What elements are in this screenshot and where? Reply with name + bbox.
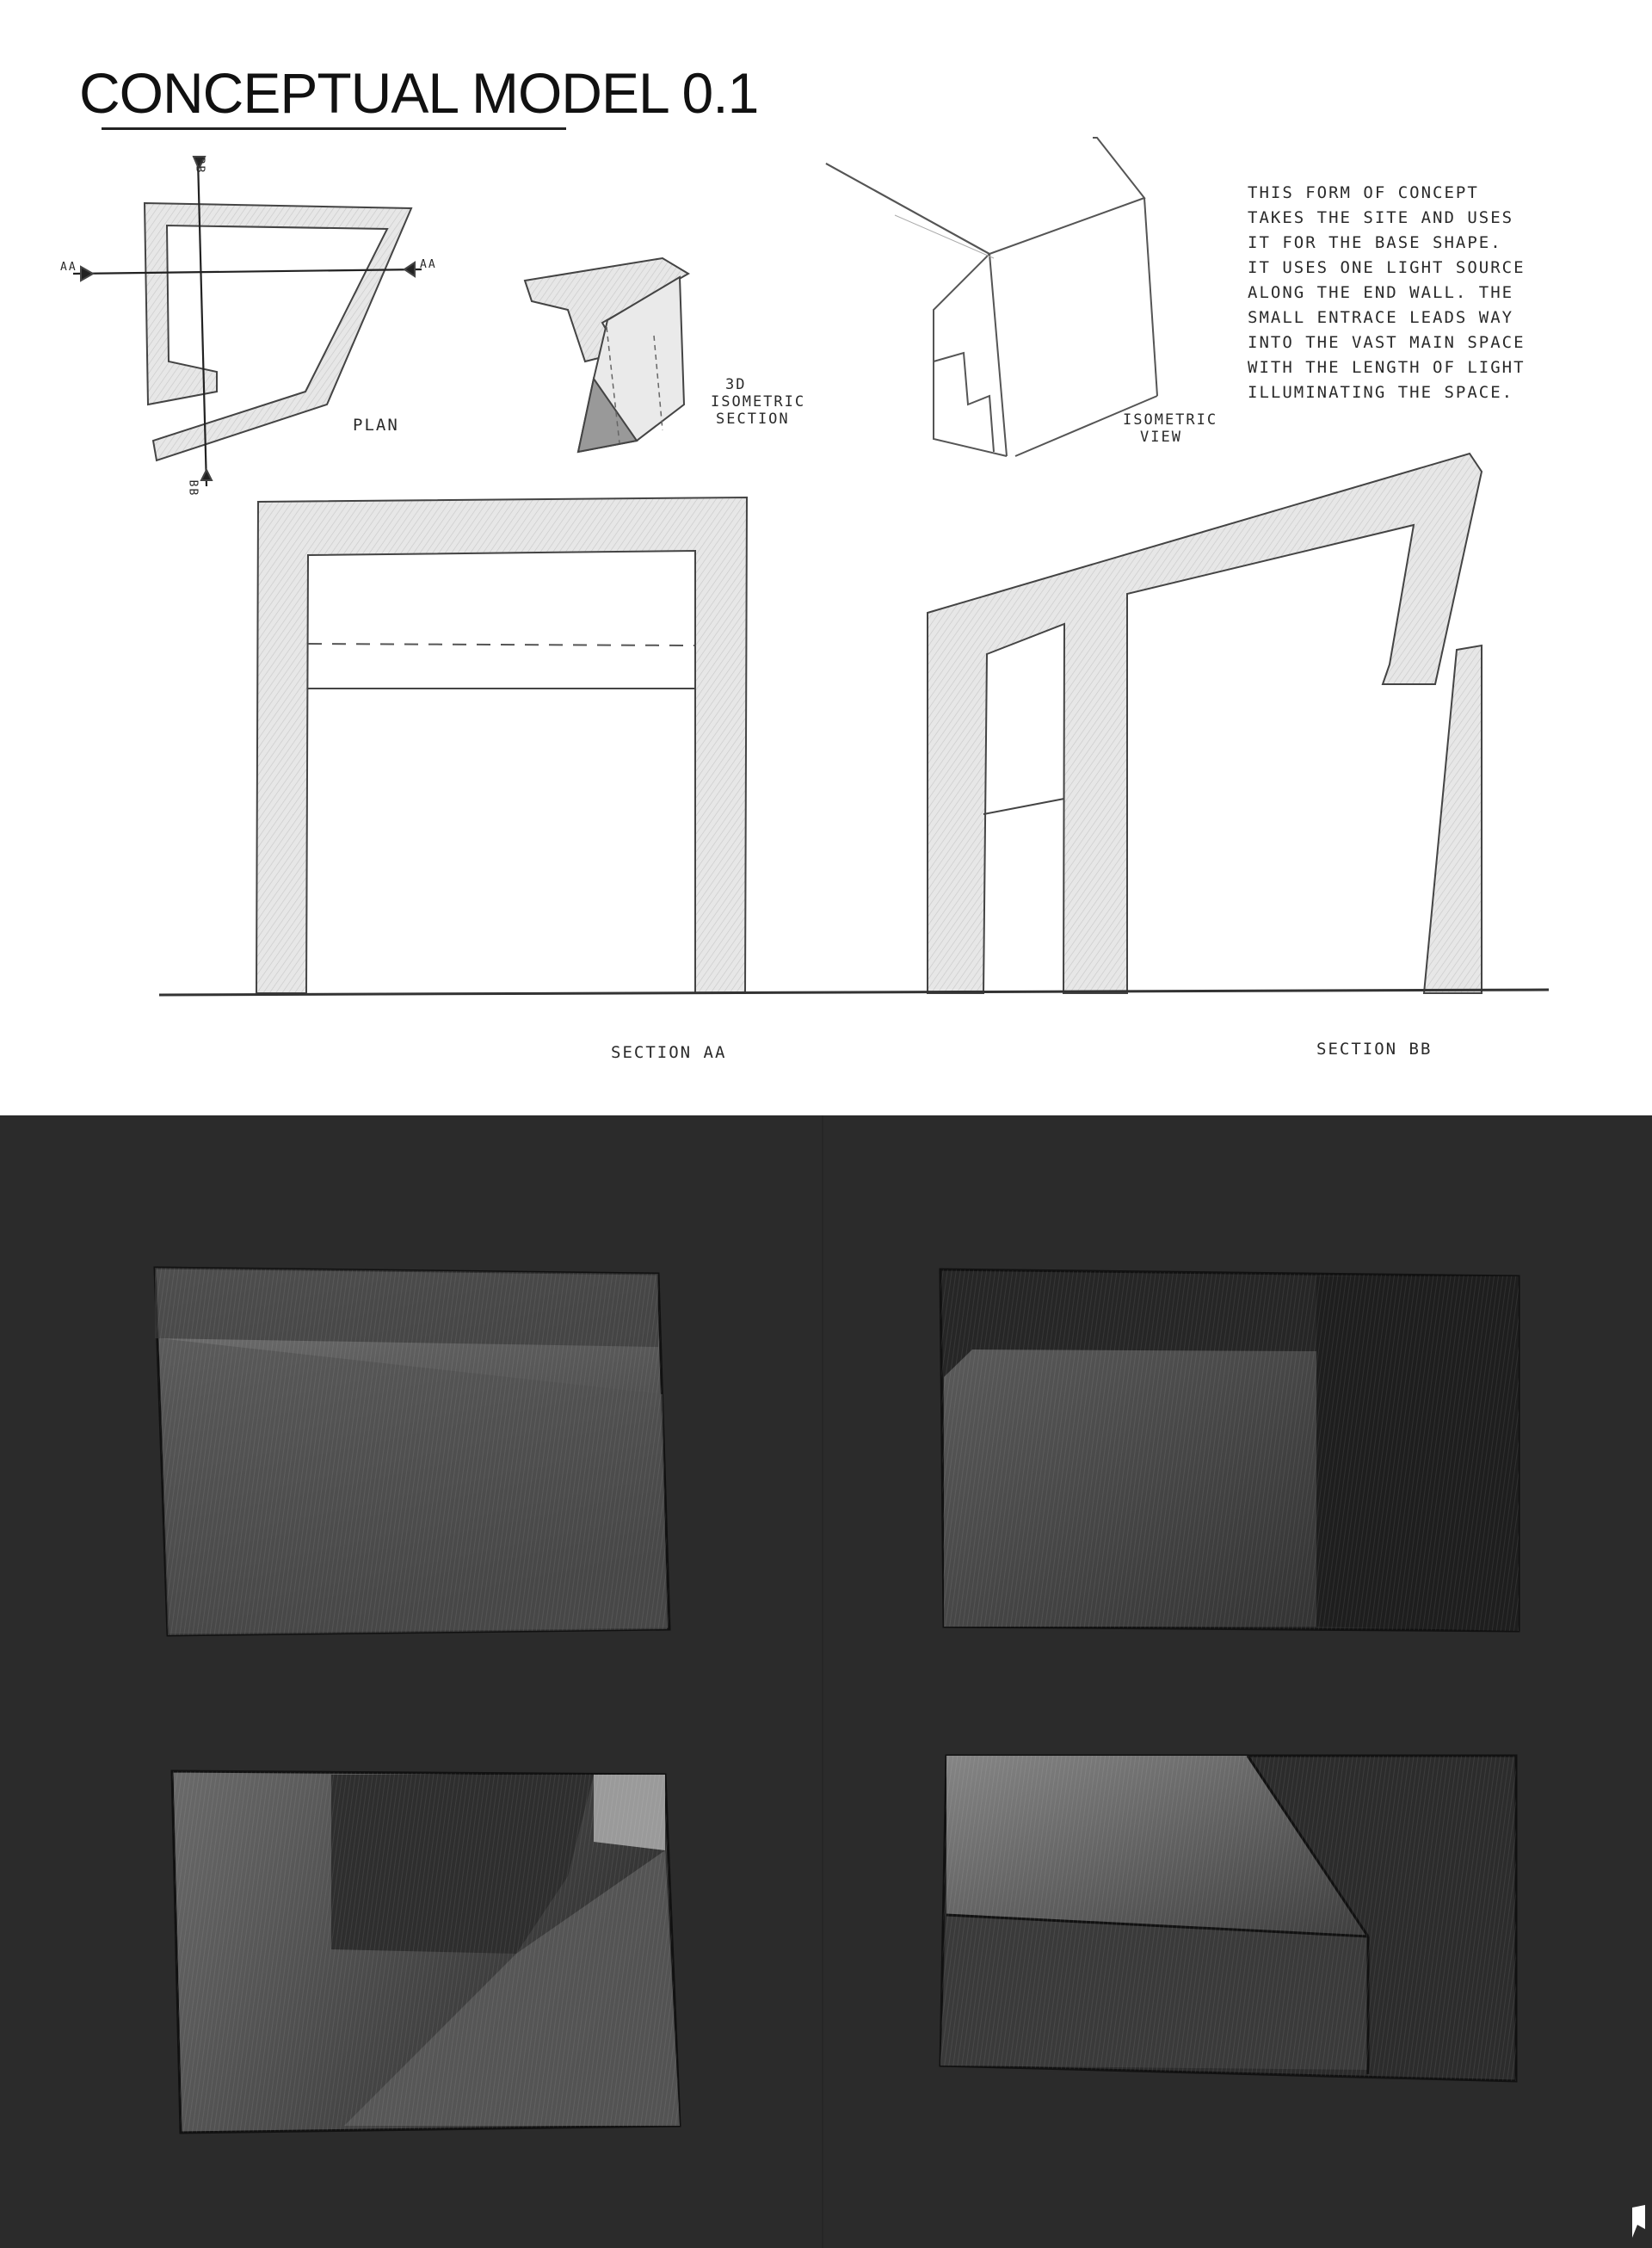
note-line: ILLUMINATING THE SPACE. bbox=[1248, 383, 1514, 402]
note-line: WITH THE LENGTH OF LIGHT bbox=[1248, 358, 1526, 377]
note-line: ALONG THE END WALL. THE bbox=[1248, 283, 1514, 302]
section-marker-bb-bottom: BB bbox=[186, 479, 200, 497]
light-study-1 bbox=[155, 1268, 669, 1635]
note-line: IT FOR THE BASE SHAPE. bbox=[1248, 233, 1502, 252]
iso-section-label-line3: SECTION bbox=[716, 411, 790, 428]
plan-label: PLAN bbox=[353, 416, 399, 435]
note-line: THIS FORM OF CONCEPT bbox=[1248, 183, 1479, 202]
note-line: IT USES ONE LIGHT SOURCE bbox=[1248, 258, 1526, 277]
note-line: SMALL ENTRACE LEADS WAY bbox=[1248, 308, 1514, 327]
note-line: TAKES THE SITE AND USES bbox=[1248, 208, 1514, 227]
page-title: CONCEPTUAL MODEL 0.1 bbox=[79, 61, 759, 125]
corner-tab bbox=[1632, 2205, 1645, 2238]
section-marker-bb-top: BB bbox=[193, 157, 206, 175]
iso-view-label-line2: VIEW bbox=[1140, 429, 1182, 446]
light-study-3 bbox=[172, 1771, 680, 2133]
light-study-2 bbox=[940, 1269, 1519, 1631]
section-aa-label: SECTION AA bbox=[611, 1043, 727, 1062]
light-study-4 bbox=[940, 1756, 1516, 2081]
section-marker-aa-right: AA bbox=[420, 258, 437, 271]
section-marker-aa-left: AA bbox=[60, 261, 77, 274]
iso-section-label-line2: ISOMETRIC bbox=[711, 393, 806, 411]
iso-view-label-line1: ISOMETRIC bbox=[1123, 411, 1218, 429]
note-line: INTO THE VAST MAIN SPACE bbox=[1248, 333, 1526, 352]
section-bb-label: SECTION BB bbox=[1316, 1040, 1433, 1059]
iso-section-label-line1: 3D bbox=[725, 376, 747, 393]
